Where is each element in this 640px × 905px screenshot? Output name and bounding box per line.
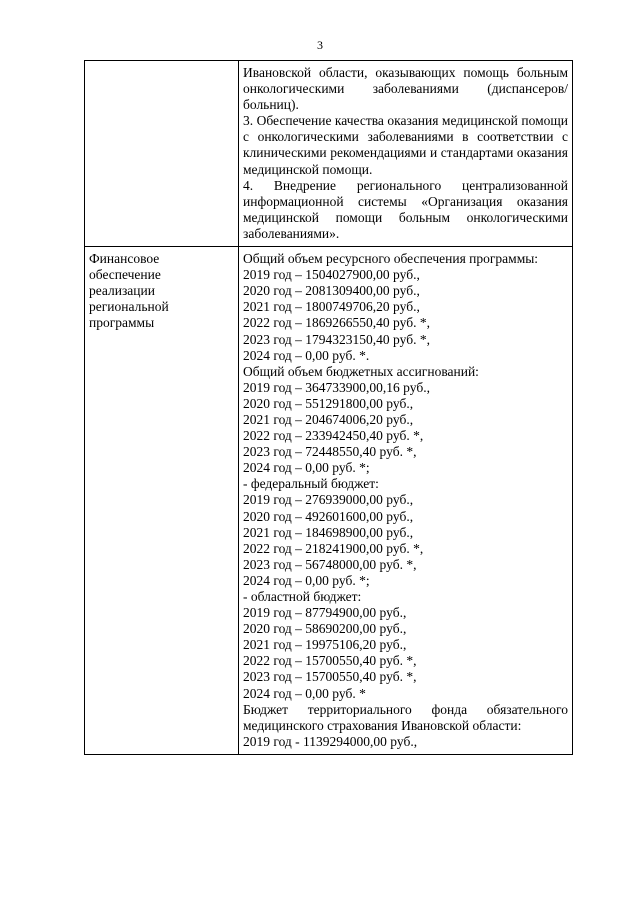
federal-line: 2024 год – 0,00 руб. *;	[243, 572, 370, 588]
row2-right-cell	[239, 247, 573, 755]
federal-line: 2021 год – 184698900,00 руб.,	[243, 524, 414, 540]
paragraph: Ивановской области, оказывающих помощь больным онкологическими заболеваниями (диспансеров/больниц).	[243, 65, 568, 113]
fund-line: 2019 год - 1139294000,00 руб.,	[243, 733, 418, 749]
federal-line: 2020 год – 492601600,00 руб.,	[243, 508, 414, 524]
regional-heading: - областной бюджет:	[243, 589, 362, 604]
regional-line: 2023 год – 15700550,40 руб. *,	[243, 669, 417, 685]
regional-line: 2021 год – 19975106,20 руб.,	[243, 637, 407, 653]
regional-line: 2022 год – 15700550,40 руб. *,	[243, 653, 417, 669]
budget-line: 2019 год – 364733900,00,16 руб.,	[243, 379, 430, 395]
table-row-tasks	[85, 61, 573, 247]
total-line: 2022 год – 1869266550,40 руб. *,	[243, 315, 430, 331]
federal-heading: - федеральный бюджет:	[243, 476, 379, 492]
total-line: 2021 год – 1800749706,20 руб.,	[243, 299, 420, 315]
paragraph: 4. Внедрение регионального централизованной информационной системы «Организация оказания медицинской помощи больным онкологическими заболеваниями».	[243, 177, 568, 241]
regional-line: 2020 год – 58690200,00 руб.,	[243, 621, 407, 637]
section-label-line: реализации	[89, 283, 155, 299]
row2-left-cell	[85, 247, 239, 755]
budget-line: 2020 год – 551291800,00 руб.,	[243, 395, 414, 411]
budget-line: 2023 год – 72448550,40 руб. *,	[243, 444, 417, 460]
budget-line: 2021 год – 204674006,20 руб.,	[243, 411, 414, 427]
section-label-line: Финансовое	[89, 251, 160, 267]
section-label-line: обеспечение	[89, 267, 161, 283]
total-heading: Общий объем ресурсного обеспечения программы:	[243, 251, 539, 267]
table-row-financing	[85, 247, 573, 755]
paragraph: 3. Обеспечение качества оказания медицинской помощи с онкологическими заболеваниями в соответствии с клиническими рекомендациями и стандартами оказания медицинской помощи.	[243, 113, 568, 177]
row1-right-cell	[239, 61, 573, 247]
regional-line: 2024 год – 0,00 руб. *	[243, 685, 366, 701]
budget-line: 2022 год – 233942450,40 руб. *,	[243, 428, 424, 444]
program-table	[84, 60, 573, 755]
federal-line: 2019 год – 276939000,00 руб.,	[243, 492, 414, 508]
total-line: 2020 год – 2081309400,00 руб.,	[243, 283, 420, 299]
section-label-line: региональной	[89, 299, 169, 315]
row1-left-cell	[85, 61, 239, 247]
budget-heading: Общий объем бюджетных ассигнований:	[243, 363, 479, 379]
page-number: 3	[317, 38, 323, 52]
budget-line: 2024 год – 0,00 руб. *;	[243, 460, 370, 476]
total-line: 2023 год – 1794323150,40 руб. *,	[243, 331, 430, 347]
section-label-line: программы	[89, 315, 155, 331]
total-line: 2024 год – 0,00 руб. *.	[243, 347, 370, 363]
total-line: 2019 год – 1504027900,00 руб.,	[243, 267, 420, 283]
federal-line: 2023 год – 56748000,00 руб. *,	[243, 556, 417, 572]
fund-heading: Бюджет территориального фонда обязательного медицинского страхования Ивановской области:	[243, 701, 568, 733]
federal-line: 2022 год – 218241900,00 руб. *,	[243, 540, 424, 556]
regional-line: 2019 год – 87794900,00 руб.,	[243, 605, 407, 621]
